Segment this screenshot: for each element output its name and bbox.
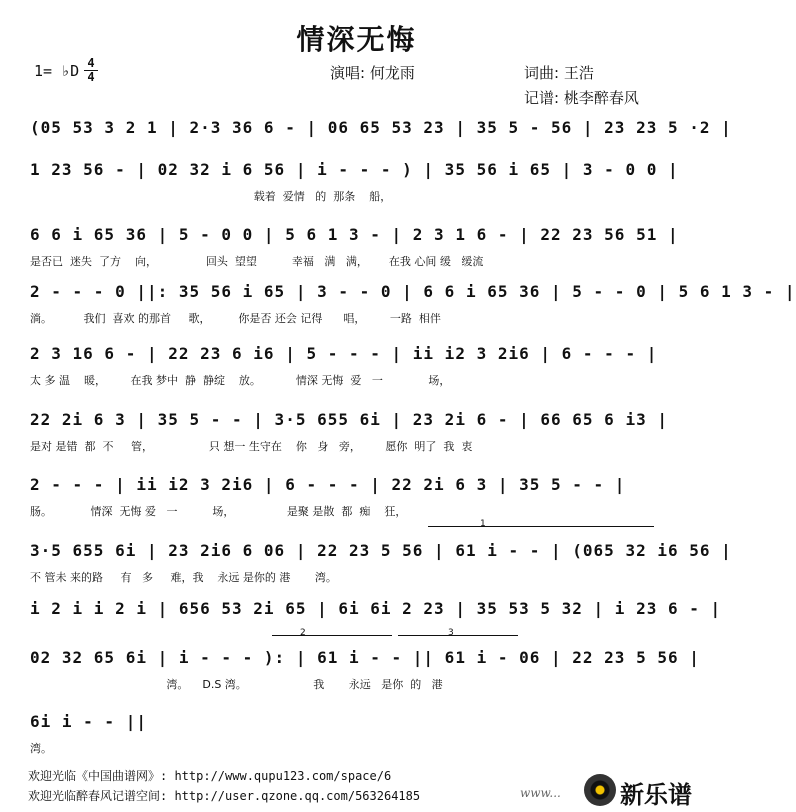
meter-bottom: 4 (87, 70, 95, 84)
ending-bracket-2 (272, 635, 392, 636)
row-lyrics: 淌。 我们 喜欢 的那首 歌， 你是否 还会 记得 唱， 一路 相伴 (30, 312, 441, 325)
row-notes: 6i i - - || (30, 712, 147, 731)
meter-top: 4 (87, 56, 95, 70)
ending-bracket-3 (398, 635, 518, 636)
row-lyrics: 是否已 迷失 了方 向， 回头 望望 幸福 满 满， 在我 心间 缓 缓流 (30, 255, 484, 268)
logo-url-fragment: www... (520, 786, 561, 800)
row-lyrics: 太 多 温 暖， 在我 梦中 静 静绽 放。 情深 无悔 爱 一 场， (30, 374, 451, 387)
site-logo (520, 772, 710, 808)
row-notes: i 2 i i 2 i | 656 53 2i 65 | 6i 6i 2 23 | 35 53 5 32 | i 23 6 - | (30, 599, 722, 618)
ending-bracket-1 (428, 526, 654, 527)
row-notes: 2 - - - | ii i2 3 2i6 | 6 - - - | 22 2i 6 3 | 35 5 - - | (30, 475, 626, 494)
song-title: 情深无悔 (296, 23, 417, 56)
row-notes: 2 - - - 0 ||: 35 56 i 65 | 3 - - 0 | 6 6 i 65 36 | 5 - - 0 | 5 6 1 3 - | (30, 282, 796, 301)
key-signature: 1= ♭D (34, 62, 80, 80)
ending-mark-2: 2 (300, 628, 306, 638)
row-notes: 1 23 56 - | 02 32 i 6 56 | i - - - ) | 35 56 i 65 | 3 - 0 0 | (30, 160, 679, 179)
row-notes: 6 6 i 65 36 | 5 - 0 0 | 5 6 1 3 - | 2 3 1 6 - | 22 23 56 51 | (30, 225, 679, 244)
row-notes: 3·5 655 6i | 23 2i6 6 06 | 22 23 5 56 | 61 i - - | (065 32 i6 56 | (30, 541, 732, 560)
row-notes: 02 32 65 6i | i - - - ): | 61 i - - || 61 i - 06 | 22 23 5 56 | (30, 648, 700, 667)
row-lyrics: 不 管未 来的路 有 多 难，我 永远 是你的 港 湾。 (30, 571, 337, 584)
singer-credit: 演唱: 何龙雨 (330, 64, 415, 82)
ending-mark-3: 3 (448, 628, 454, 638)
record-disc-icon (584, 774, 616, 806)
row-lyrics: 载着 爱情 的 那条 船， (30, 190, 392, 203)
composer-credit: 词曲: 王浩 (524, 64, 594, 82)
row-lyrics: 湾。 (30, 742, 52, 755)
row-lyrics: 湾。 D.S 湾。 我 永远 是你 的 港 (30, 678, 443, 691)
row-lyrics: 是对 是错 都 不 管， 只 想一 生守在 你 身 旁， 愿你 明了 我 衷 (30, 440, 473, 453)
row-notes: 22 2i 6 3 | 35 5 - - | 3·5 655 6i | 23 2i 6 - | 66 65 6 i3 | (30, 410, 668, 429)
row-notes: (05 53 3 2 1 | 2·3 36 6 - | 06 65 53 23 | 35 5 - 56 | 23 23 5 ·2 | (30, 118, 732, 137)
row-lyrics: 肠。 情深 无悔 爱 一 场， 是聚 是散 都 痴 狂， (30, 505, 407, 518)
footer-line-2: 欢迎光临醉春风记谱空间: http://user.qzone.qq.com/563264185 (28, 789, 421, 803)
ending-mark-1: 1 (480, 519, 486, 529)
notator-credit: 记谱: 桃李醉春风 (524, 89, 639, 107)
footer-line-1: 欢迎光临《中国曲谱网》: http://www.qupu123.com/space/6 (28, 769, 392, 783)
logo-text: 新乐谱 (620, 781, 692, 809)
row-notes: 2 3 16 6 - | 22 23 6 i6 | 5 - - - | ii i2 3 2i6 | 6 - - - | (30, 344, 658, 363)
